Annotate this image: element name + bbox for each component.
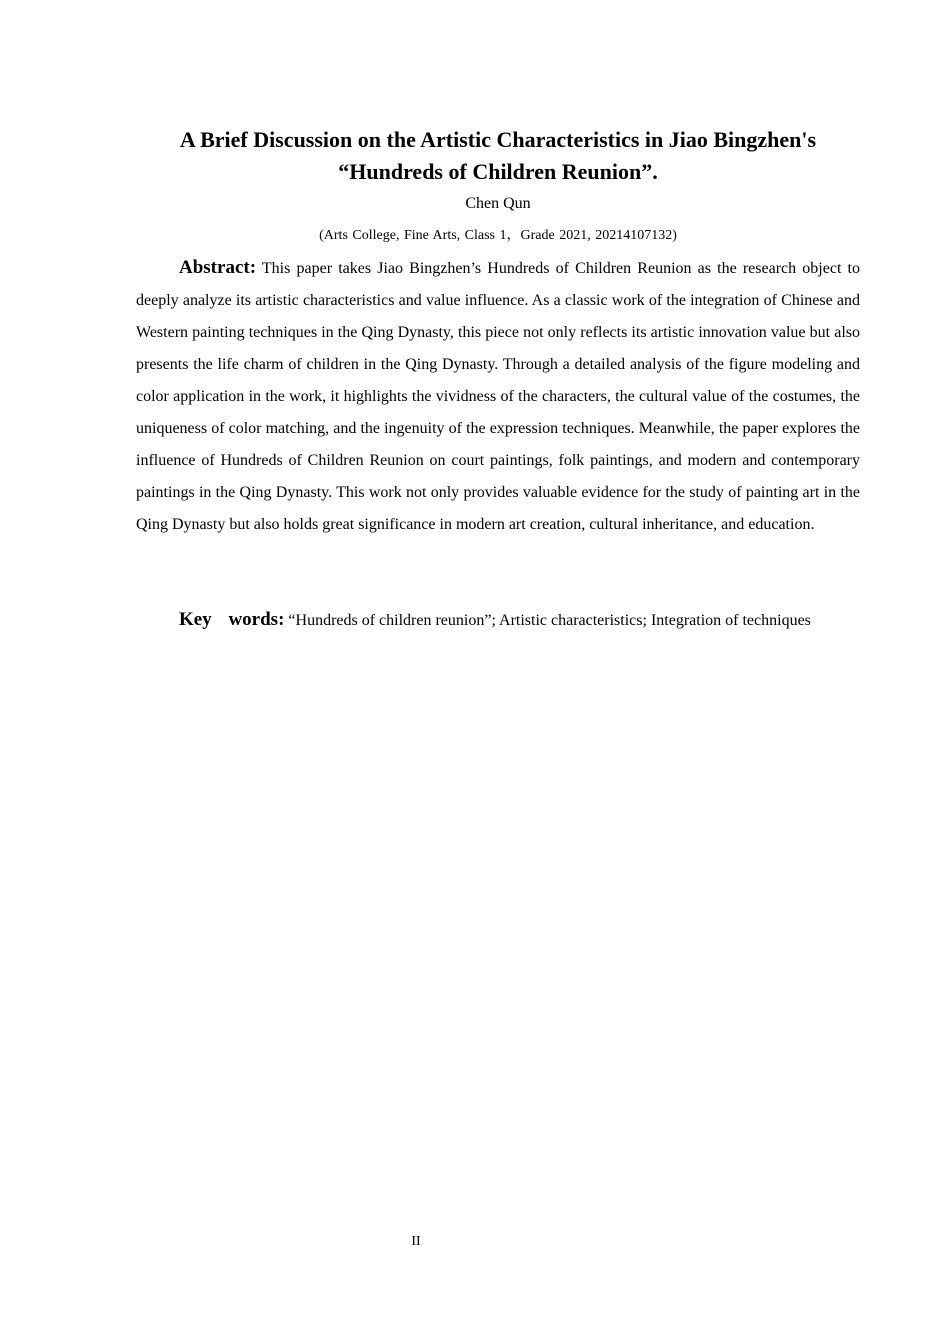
keywords-label: Key words: [179,609,285,630]
abstract-text: This paper takes Jiao Bingzhen’s Hundreds of Children Reunion as the research object to deeply analyze its artistic characteristics and value influence. As a classic work of the integration of Chinese and Western painting techniques in the Qing Dynasty, this piece not only reflects its artistic innovation value but also presents the life charm of children in the Qing Dynasty. Through a detailed analysis of the figure modeling and color application in the work, it highlights the vividness of the characters, the cultural value of the costumes, the uniqueness of color matching, and the ingenuity of the expression techniques. Meanwhile, the paper explores the influence of Hundreds of Children Reunion on court paintings, folk paintings, and modern and contemporary paintings in the Qing Dynasty. This work not only provides valuable evidence for the study of painting art in the Qing Dynasty but also holds great significance in modern art creation, cultural inheritance, and education. [136,260,860,533]
keywords-text: “Hundreds of children reunion”; Artistic characteristics; Integration of techniques [288,612,811,629]
author-name: Chen Qun [465,195,531,212]
page-number: II [411,1234,421,1249]
paper-title [136,124,860,188]
paper-title-line-2: “Hundreds of Children Reunion”. [338,159,658,184]
abstract-label: Abstract: [179,257,257,278]
abstract-paragraph [136,252,860,541]
author-affiliation: (Arts College, Fine Arts, Class 1，Grade 2021, 20214107132) [319,228,677,243]
paper-title-line-1: A Brief Discussion on the Artistic Characteristics in Jiao Bingzhen's [179,127,817,152]
keywords-paragraph [136,604,860,637]
